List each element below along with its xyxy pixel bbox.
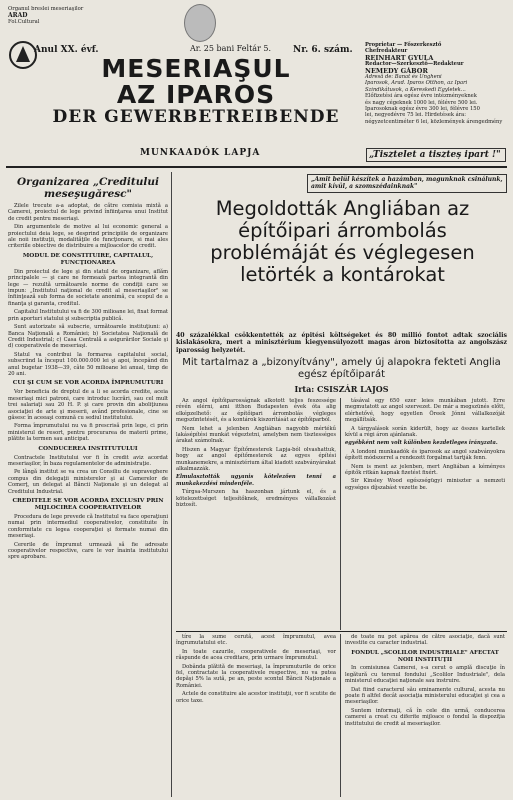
masthead-hungarian: AZ IPAROS xyxy=(116,80,276,109)
left-article-title: Organizarea „Creditului meseşugăresc" xyxy=(17,176,159,200)
lede: 40 százalékkal csökkentették az épitési költségeket és 80 millió fontot adtak szociális kislakásokra, mert a minisztérium kiegyensúlyozott magas áron biztosította az angolszász iparosság helyzetét. xyxy=(176,332,507,354)
tag: Fol.Cultural xyxy=(8,19,40,26)
editor-line: és nagy cégeknek 1000 lei, félévre 500 lei. xyxy=(365,99,478,106)
guild-emblem-icon xyxy=(8,40,38,70)
article-column-2 xyxy=(345,398,505,493)
paragraph: Cererile de împrumut urmează să fie adresate cooperativelor respective, care le vor înainta institutului spre aprobare. xyxy=(8,541,168,561)
column-divider xyxy=(340,398,341,630)
section-heading: CONDUCEREA INSTITUTULUI xyxy=(38,445,138,452)
editor-line: Chefredakteur xyxy=(365,48,408,55)
paragraph: egyébként nem volt különben kezdetleges irányzata. xyxy=(345,440,498,447)
header-left xyxy=(8,6,168,26)
paragraph: Din proiectul de lege şi din statul de organizare, aflăm principalele — şi care ne formează partea integrantă din lege — rezultă următoarele norme de condiţii care se impun: „Institutul naţional de credit al meseriaşilor" se înfiinţează sub forma de societate anonimă, cu scopul de a finanţa şi garanta, creditul. xyxy=(8,268,168,307)
masthead-german: DER GEWERBETREIBENDE xyxy=(52,107,340,127)
article-column-1 xyxy=(176,398,336,511)
paragraph: tásával egy 650 ezer leies munkában jutott. Erre megmutatott az angol szervezet. De már a megszünés előtt, elérhetővé, hogy egyetlen Öreek Jónni vállalkozóját megállítsák. xyxy=(345,398,505,424)
paragraph: Dat fiind caracterul său eminamente cultural, acesta nu poate fi altfel decât asociaţia ministerului educaţiei şi cea a meseriaşilor. xyxy=(345,686,505,706)
paragraph: Túrgsa-Murszen ha haszonban jártunk el, és a kötelezettséget teljesítőknek, eredményes vállalkozást biztosít. xyxy=(176,489,336,509)
paragraph: Elmulasztották ugyanis kötelezően tenni a munkakezdési mindenféle. xyxy=(176,474,336,487)
paragraph: Nem lehet a jelenben Angliában nagyobb mértékű lakásépítési munkát végeztetni, amelyben nem tisztességes árakat számolnak. xyxy=(176,425,336,445)
main-headline: Megoldották Angliában az építőipari árrombolás problémáját és véglegesen letörték a kontárokat xyxy=(210,197,475,286)
year-label: Anul XX. évf. xyxy=(34,45,99,55)
founder-portrait xyxy=(184,4,216,42)
paragraph: de toate nu pot apărea de către asociaţie, dacă sunt investite cu caracter industrial. xyxy=(345,634,505,647)
motto: „Tisztelet a tiszteș ipart !" xyxy=(366,148,506,162)
paragraph: tíre la sume cerută, acest împrumutul, avea îngrumutatului etc. xyxy=(176,634,336,647)
editor-line: Előfizetési ára egész évre intézményeknek xyxy=(365,93,477,100)
editor-line: Adresă de: Banat és Ungheni xyxy=(365,74,442,81)
paragraph: Contractele Institutului vor fi în credit aviz acordat meseriaşilor, în baza regulamentelor de administraţie. xyxy=(8,454,168,467)
paragraph: Forma împrumutului nu va fi prescrisă prin lege, ci prin ministerul de resort, pentru procurarea de materii prime, plătite la termen sau anticipat. xyxy=(8,423,168,443)
paragraph: Sir Kinsley Wood egészségügyi miniszter a nemzeti egységes díjszabást vezette be. xyxy=(345,478,505,491)
paragraph: Pe lângă institut se va crea un Consiliu de supraveghere compus din delegaţii ministerelor şi ai Camerelor de Comerţ, un delegat al Băncii Naţionale şi un delegat al Creditului Industrial. xyxy=(8,469,168,495)
editor-line: Redactor—Szerkesztő—Redakteur xyxy=(365,61,464,68)
section-heading: FONDUL „SCOLILOR INDUSTRIALE" AFECTAT NOII INSTITUŢII xyxy=(351,649,499,663)
price-label: Ar. 25 bani Feltár 5. xyxy=(190,44,272,53)
column-divider xyxy=(340,634,341,797)
paragraph: In toate cazurile, cooperativele de meseriaşi, vor răspunde de acea creditare, prin urmare împrumutul. xyxy=(176,648,336,662)
subtitle: MUNKAADÓK LAPJA xyxy=(140,148,261,158)
editor-line: Iparosoknak egész évre 300 lei, félévre 150 xyxy=(365,106,480,113)
header-rule xyxy=(6,166,507,168)
section-rule xyxy=(176,631,507,632)
issue-label: Nr. 6. szám. xyxy=(293,45,353,55)
column-divider xyxy=(171,172,172,797)
masthead-romanian: MESERIAŞUL xyxy=(101,54,291,83)
city: ARAD xyxy=(8,12,28,20)
lower-column-left xyxy=(176,634,336,706)
lower-column-right xyxy=(345,634,505,729)
paragraph: A londoni munkaadók és iparosok az angol szabványokra épített módszerrel a rendezett forgalmat tartják fenn. xyxy=(345,448,505,462)
subheadline: Mit tartalmaz a „bizonyítvány", amely új alapokra fekteti Anglia egész építőiparát xyxy=(182,357,501,380)
masthead xyxy=(40,56,352,127)
editor-line: Proprietar — Főszerkesztő xyxy=(365,42,442,48)
paragraph: In comisiunea Camerei, s-a cerut o amplă discuţie în legătură cu terenul fondului „Scolilor Industriale", dela ministerul educaţiei naţionale sau instruire. xyxy=(345,665,505,685)
paragraph: Procedura de lege prevede că Institutul va face operaţiuni numai prin intermediul cooperativelor, constituite în conformitate cu legea cooperaţiei şi formate numai din meseriaşi. xyxy=(8,514,168,540)
paragraph: Az angol építőiparosságnak alkotott teljes feszessége révén elérni, ami itthon Budapesten évek óta alig elképzelhető: az építőipari árrombolás végleges megszüntetését, és a kontárok kiszorítását az építőiparból. xyxy=(176,398,336,424)
paragraph: Actele de constituire ale acestor instituţii, vor fi scutite de orice taxe. xyxy=(176,691,336,704)
paragraph: Nem is ment az jelenben, mert Angliában a kéményes épitők ritkán kapnak fizetést fixért. xyxy=(345,463,505,477)
editor-line: Szindikátusok, a Kereskedi Egyletek... xyxy=(365,86,466,93)
paragraph: Suntem informaţi, că în cele din urmă, conducerea camerei a creat cu diferite mijloace o fondul la dispoziţia institutului de credit al meseriaşilor. xyxy=(345,707,505,727)
editors-box xyxy=(365,42,507,125)
paragraph: Zilele trecute a-a adoptat, de către comisia mixtă a Camerei, proiectul de lege privind înfiinţarea unui Institut de credit pentru meseriaşi. xyxy=(8,203,168,222)
paragraph: Vor beneficia de dreptul de a li se acorda credite, aceia meseriaşi mici patroni, care introduc lucrări, sau cel mult trei salariaţi sau 20 H. P. şi care provin din aboliţiunea asociaţiei de arte şi meserii, având profesionale, cine se găsesc în aceeaşi comună cu sediul institutului. xyxy=(8,389,168,421)
editor-line: Iparosok, Arad. Iparos Otthon, az Ipari xyxy=(365,80,468,87)
paragraph: Din argumentele de motive al lui economic general a proiectului deia lege, se desprind principiile de organizare ale noii instituţii, modalităţile de funcţionare, si mai ales criteriile obiective de distribuire a mijloacelor de credit. xyxy=(8,224,168,250)
editor-line: négyzetcentiméter 6 lei, közlemények árengedmény xyxy=(365,118,503,125)
paragraph: Hiszen a Magyar Építőmesterek Lapja-ból olvashattuk, hogy az angol építőmesterek az egyes építési munkanemekre, a minisztérium által kiadott szabványárakat alkalmazzák. xyxy=(176,446,336,473)
editor-line: NEMEDY GÁBOR xyxy=(365,66,428,75)
paragraph: Capitalul Institutului va fi de 300 milioane lei, fixat format prin aporturi statului şi subscriptia publică. xyxy=(8,309,168,322)
left-article xyxy=(8,172,168,563)
section-heading: MODUL DE CONSTITUIRE, CAPITALUL, FUNCŢIONAREA xyxy=(22,252,154,266)
org-line: Organul breslei meseriaşilor xyxy=(8,6,84,12)
paragraph: A tárgyalások során kiderült, hogy az összes kartellek kívül a régi áron ajánlanak. xyxy=(345,425,505,439)
editor-line: lei, negyedévre 75 lei. Hirdetések ára: xyxy=(365,112,467,119)
paragraph: Statul va contribui la formarea capitalului social, subscriind la început 100.000.000 lei şi apoi, începând din anul bugetar 1938—39, câte 50 milioane lei anual, timp de 20 ani. xyxy=(8,351,168,377)
section-heading: CREDITELE SE VOR ACORDA EXCLUSIV PRIN MIJLOCIREA COOPERATIVELOR xyxy=(12,498,164,512)
paragraph: Dobânda plătită de meseriaşi, la împrumuturile de orice fel, contractate la cooperativele respective, nu va putea depăşi 5% la sută, pe an, peste scontul Băncii Naţionale a României. xyxy=(176,663,336,689)
editor-line: REINHART GYULA xyxy=(365,53,434,62)
quote-box: „Amit belül készítek a hazámban, magunknak csinálunk, amit kívül, a szomszédainknak" xyxy=(307,174,507,193)
byline: Irta: CSISZÁR LAJOS xyxy=(294,384,389,394)
paragraph: Sunt autorizate să subscrie, următoarele instituţiuni: a) Banca Naţională a României; b) Societatea Naţională de Credit Industrial; c) Casa Centrală a asigurărilor Sociale şi d) cooperativele de meseriaşi. xyxy=(8,324,168,350)
section-heading: CUI ŞI CUM SE VOR ACORDA ÎMPRUMUTURI xyxy=(12,380,164,387)
